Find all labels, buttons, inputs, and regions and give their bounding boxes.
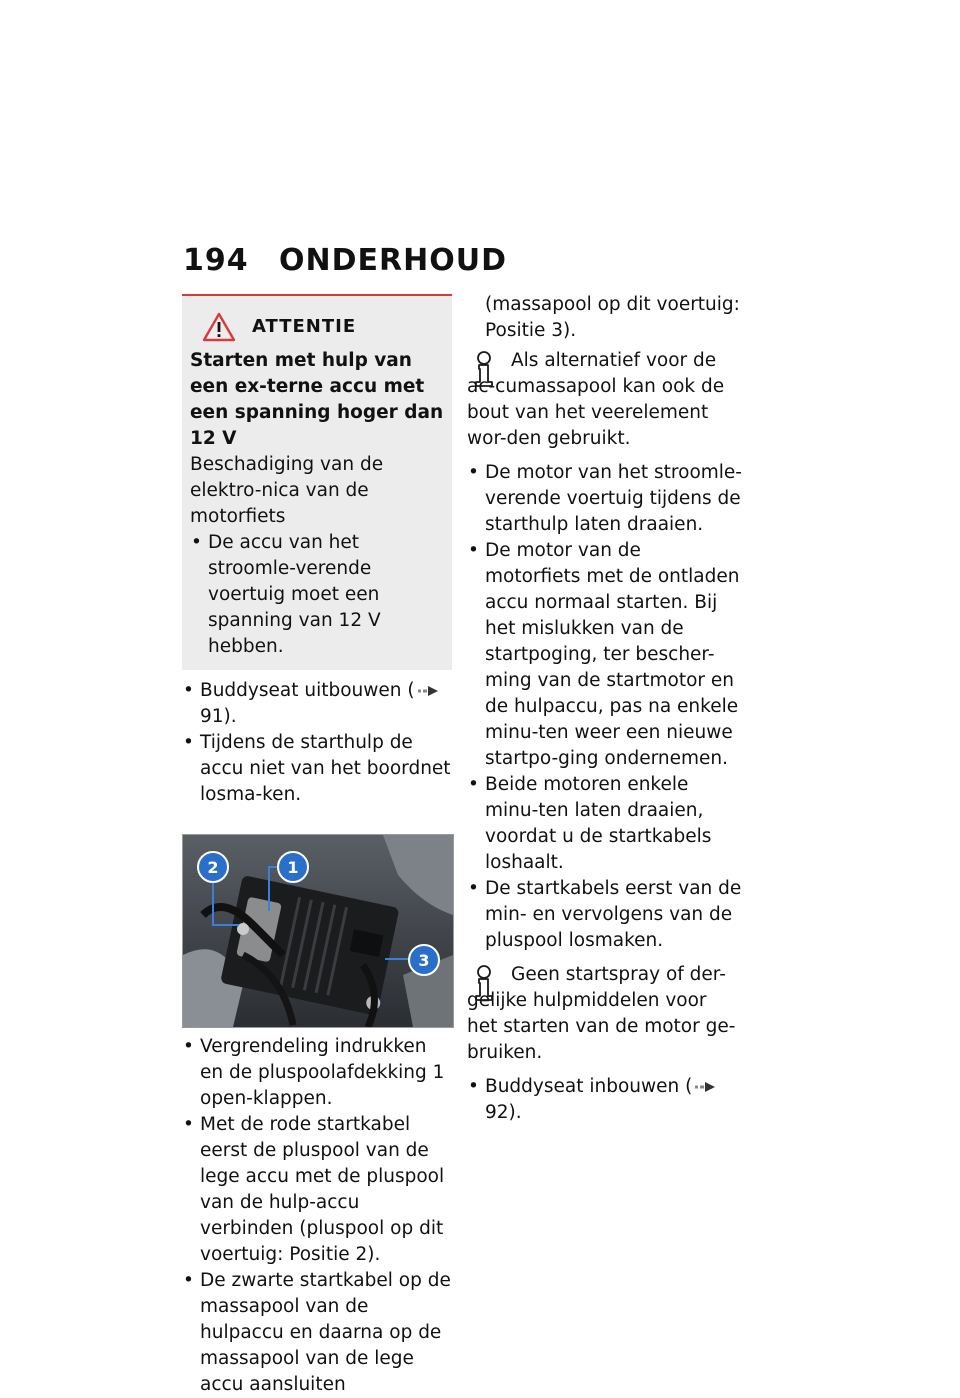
warning-description: Beschadiging van de elektro-nica van de motorfiets bbox=[190, 454, 384, 527]
info-note-2 bbox=[467, 962, 742, 1066]
info-text: Geen startspray of der-gelijke hulpmiddelen voor het starten van de motor ge-bruiken. bbox=[467, 964, 736, 1063]
svg-text:3: 3 bbox=[418, 951, 430, 970]
left-column bbox=[182, 294, 452, 1398]
list-item bbox=[467, 1074, 742, 1126]
step-text: Buddyseat uitbouwen ( bbox=[200, 680, 415, 701]
page-reference-arrow-icon bbox=[417, 685, 439, 697]
section-title: ONDERHOUD bbox=[279, 243, 507, 278]
steps-list-2 bbox=[182, 1034, 452, 1398]
info-note-1 bbox=[467, 348, 742, 452]
list-item: • Beide motoren enkele minu-ten laten draaien, voordat u de startkabels loshaalt. bbox=[467, 772, 742, 876]
page-number: 194 bbox=[183, 243, 249, 278]
warning-triangle-icon bbox=[202, 312, 236, 342]
svg-text:1: 1 bbox=[287, 858, 299, 877]
warning-title: ATTENTIE bbox=[252, 316, 357, 337]
list-item: • De motor van het stroomle-verende voertuig tijdens de starthulp laten draaien. bbox=[467, 460, 742, 538]
battery-illustration bbox=[183, 835, 453, 1027]
info-icon bbox=[467, 350, 501, 390]
callout-2 bbox=[198, 852, 228, 882]
warning-header bbox=[202, 310, 444, 344]
right-column bbox=[467, 292, 742, 1126]
callout-1 bbox=[278, 852, 308, 882]
info-icon bbox=[467, 964, 501, 1004]
warning-bullets bbox=[190, 530, 444, 660]
continuation-text: (massapool op dit voertuig: Positie 3). bbox=[485, 294, 740, 341]
info-text: Als alternatief voor de ac-cumassapool kan ook de bout van het veerelement wor-den gebruikt. bbox=[467, 350, 725, 449]
list-item: • De zwarte startkabel op de massapool van de hulpaccu en daarna op de massapool van de lege accu aansluiten bbox=[182, 1268, 452, 1398]
list-item: • De startkabels eerst van de min- en vervolgens van de pluspool losmaken. bbox=[467, 876, 742, 954]
warning-box bbox=[182, 294, 452, 670]
warning-subtitle: Starten met hulp van een ex-terne accu met een spanning hoger dan 12 V bbox=[190, 350, 444, 449]
list-item bbox=[182, 678, 452, 730]
step-text: Buddyseat inbouwen ( bbox=[485, 1076, 693, 1097]
page-reference-arrow-icon bbox=[694, 1081, 716, 1093]
callout-3 bbox=[409, 945, 439, 975]
steps-list-4 bbox=[467, 1074, 742, 1126]
list-item: • Tijdens de starthulp de accu niet van het boordnet losma-ken. bbox=[182, 730, 452, 808]
steps-list-1 bbox=[182, 678, 452, 808]
list-item: • Vergrendeling indrukken en de pluspoolafdekking 1 open-klappen. bbox=[182, 1034, 452, 1112]
list-item: • Met de rode startkabel eerst de pluspool van de lege accu met de pluspool van de hulp-accu verbinden (pluspool op dit voertuig: Positie 2). bbox=[182, 1112, 452, 1268]
battery-photo bbox=[182, 834, 454, 1028]
steps-list-3 bbox=[467, 460, 742, 954]
svg-text:2: 2 bbox=[207, 858, 219, 877]
step-reference: 91). bbox=[200, 706, 237, 727]
list-item: • De motor van de motorfiets met de ontladen accu normaal starten. Bij het mislukken van de startpoging, ter bescher-ming van de startmotor en de hulpaccu, pas na enkele minu-ten weer een nieuwe startpo-ging ondernemen. bbox=[467, 538, 742, 772]
warning-bullet: • De accu van het stroomle-verende voertuig moet een spanning van 12 V hebben. bbox=[190, 530, 444, 660]
step-reference: 92). bbox=[485, 1102, 522, 1123]
